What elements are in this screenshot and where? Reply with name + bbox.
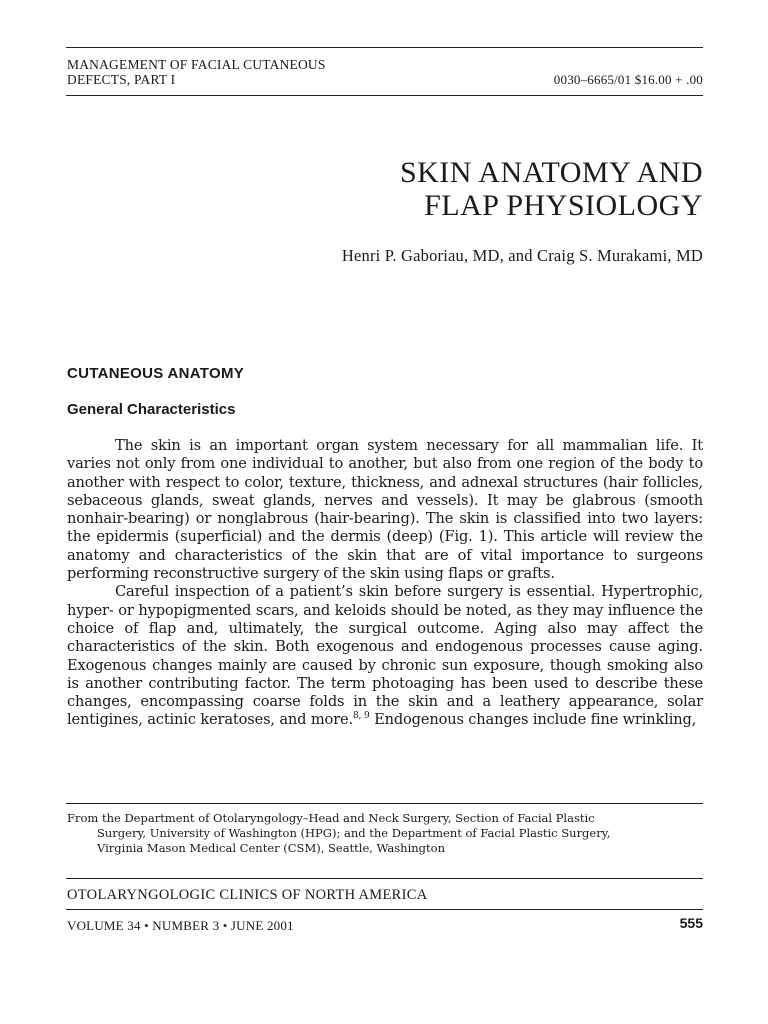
body-text	[67, 437, 703, 730]
issue-info: VOLUME 34 • NUMBER 3 • JUNE 2001	[67, 918, 294, 933]
footer-rule-top	[66, 878, 703, 879]
header-rule	[66, 95, 703, 96]
paragraph-2	[67, 583, 703, 729]
price-code: 0030–6665/01 $16.00 + .00	[553, 72, 703, 87]
title-line1: SKIN ANATOMY AND	[399, 156, 703, 189]
footnote-line1: From the Department of Otolaryngology–Head and Neck Surgery, Section of Facial Plastic	[67, 811, 595, 825]
authors: Henri P. Gaboriau, MD, and Craig S. Murakami, MD	[341, 246, 703, 265]
journal-name: OTOLARYNGOLOGIC CLINICS OF NORTH AMERICA	[67, 887, 428, 903]
paragraph-2-continuation: Endogenous changes include fine wrinkling,	[369, 711, 697, 729]
title-line2: FLAP PHYSIOLOGY	[424, 189, 703, 222]
running-head-line2: DEFECTS, PART I	[67, 72, 176, 87]
footnote-line3: Virginia Mason Medical Center (CSM), Seattle, Washington	[97, 841, 445, 855]
footnote-line2: Surgery, University of Washington (HPG); and the Department of Facial Plastic Surgery,	[97, 826, 611, 840]
footnote-rule	[66, 803, 703, 804]
top-rule	[66, 47, 703, 48]
paragraph-2-text: Careful inspection of a patient’s skin before surgery is essential. Hypertrophic, hyper- or hypopigmented scars, and keloids should be noted, as they may influence the choice of flap and, ultimately, the surgical outcome. Aging also may affect the characteristics of the skin. Both exogenous and endogenous processes cause aging. Exogenous changes mainly are caused by chronic sun exposure, though smoking also is another contributing factor. The term photoaging has been used to describe these changes, encompassing coarse folds in the skin and a leathery appearance, solar lentigines, actinic keratoses, and more.	[67, 583, 703, 729]
affiliation-footnote	[67, 811, 707, 856]
reference-superscript: 8, 9	[353, 711, 370, 722]
page-number: 555	[679, 915, 703, 931]
running-head	[67, 57, 703, 87]
article-title	[260, 156, 703, 222]
running-head-line1: MANAGEMENT OF FACIAL CUTANEOUS	[67, 57, 326, 72]
paragraph-1: The skin is an important organ system necessary for all mammalian life. It varies not only from one individual to another, but also from one region of the body to another with respect to color, texture, thickness, and adnexal structures (hair follicles, sebaceous glands, sweat glands, nerves and vessels). It may be glabrous (smooth nonhair-bearing) or nonglabrous (hair-bearing). The skin is classified into two layers: the epidermis (superficial) and the dermis (deep) (Fig. 1). This article will review the anatomy and characteristics of the skin that are of vital importance to surgeons performing reconstructive surgery of the skin using flaps or grafts.	[67, 437, 703, 583]
section-heading: CUTANEOUS ANATOMY	[67, 365, 245, 382]
footer-rule-bottom	[66, 909, 703, 910]
subsection-heading: General Characteristics	[67, 401, 236, 418]
